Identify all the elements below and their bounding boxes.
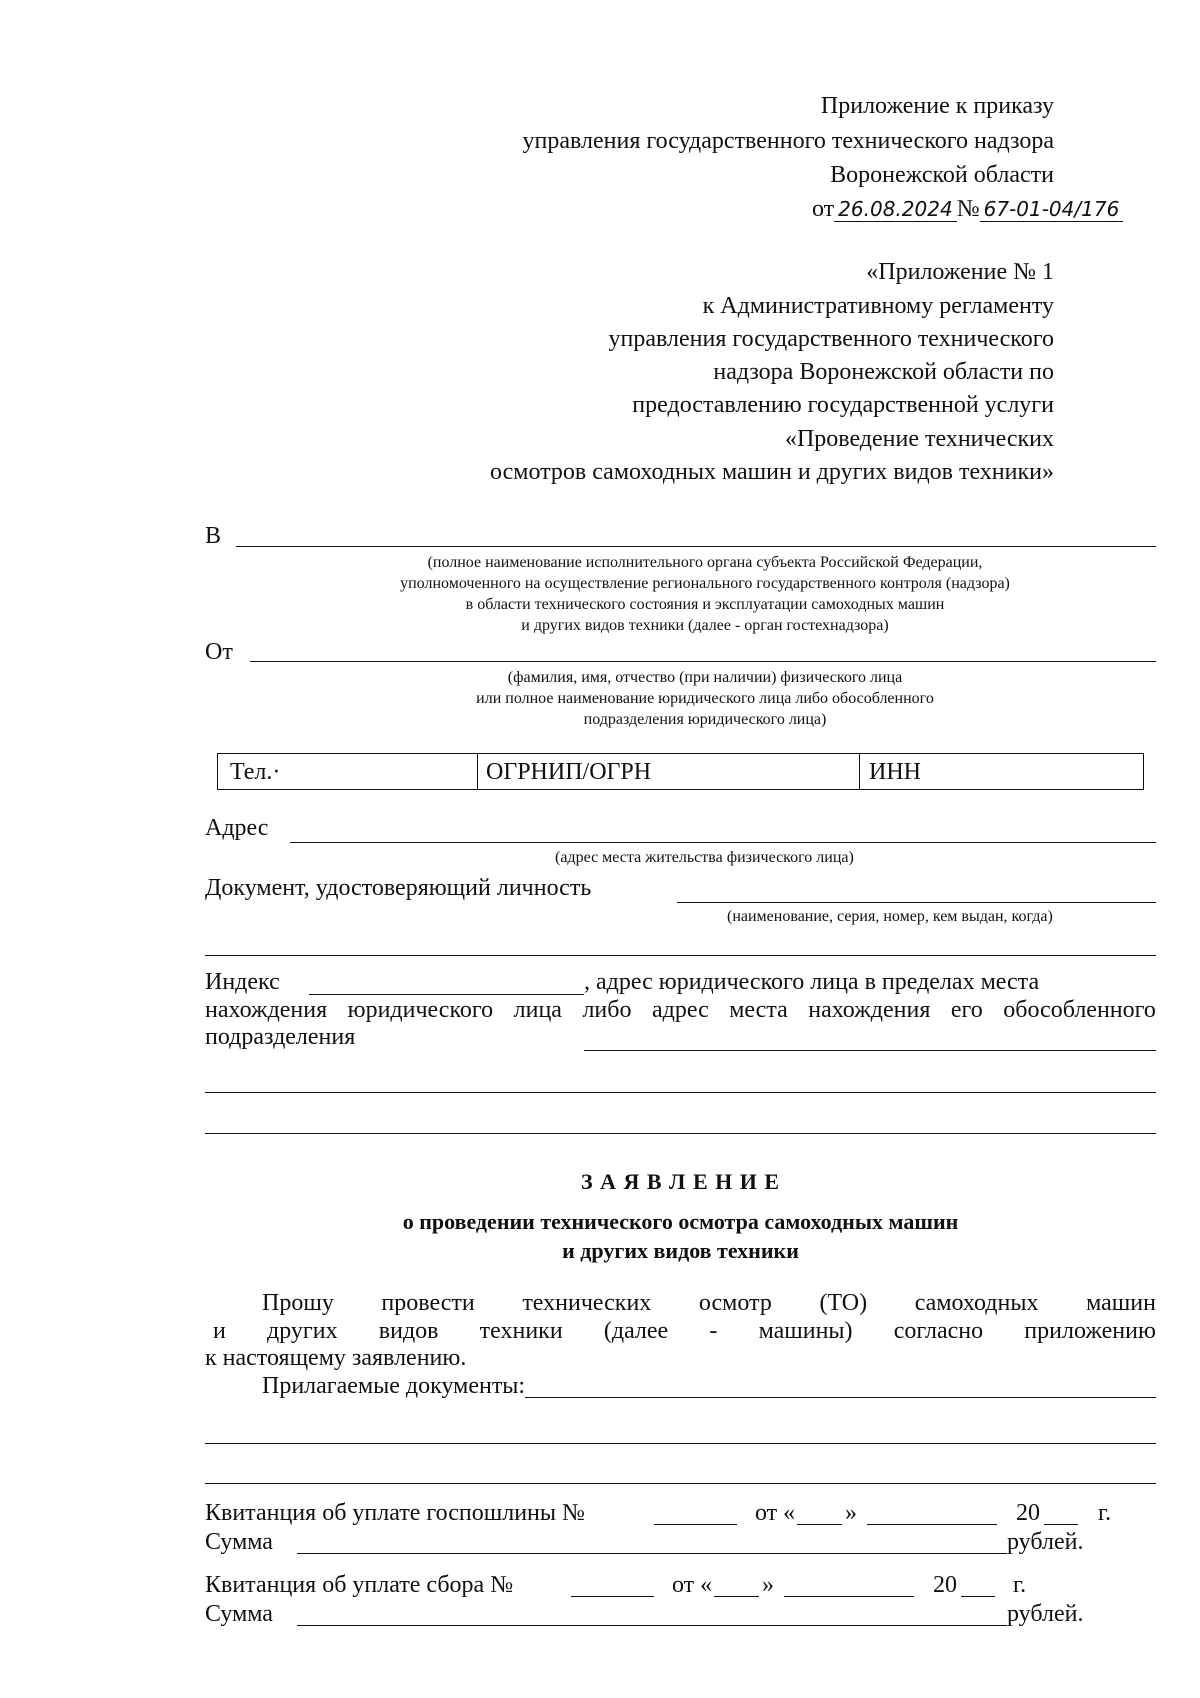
order-attachment-line1: Приложение к приказу — [820, 93, 1054, 119]
legal-word: адрес — [651, 997, 709, 1023]
body-word: Прошу — [262, 1290, 334, 1316]
legal-word: юридического — [347, 997, 494, 1023]
fee-rubles: рублей. — [1007, 1601, 1084, 1627]
statement-subtitle-1: о проведении технического осмотра самоходных машин — [402, 1209, 959, 1234]
regulation-line4: надзора Воронежской области по — [713, 359, 1054, 385]
from-hint-line1: (фамилия, имя, отчество (при наличии) физического лица — [507, 669, 903, 686]
duty-quote-close: » — [845, 1500, 857, 1526]
address-input-line[interactable] — [290, 842, 1156, 843]
body-word: (далее — [603, 1318, 669, 1344]
order-date-line — [812, 193, 1123, 226]
statement-subtitle-2: и других видов техники — [562, 1238, 799, 1263]
index-label: Индекс — [205, 969, 280, 995]
body-word: согласно — [893, 1318, 984, 1344]
fee-month-input[interactable] — [784, 1596, 914, 1597]
legal-address-input-line-3[interactable] — [205, 1133, 1156, 1134]
legal-word: нахождения — [205, 997, 328, 1023]
fee-number-input[interactable] — [571, 1596, 654, 1597]
to-label: В — [205, 523, 222, 549]
fee-year-suffix: г. — [1013, 1572, 1027, 1598]
body-word: (ТО) — [819, 1290, 868, 1316]
attached-docs-input-line-1[interactable] — [525, 1397, 1156, 1398]
statement-title: З А Я В Л Е Н И Е — [580, 1169, 781, 1194]
from-label: От — [205, 639, 233, 665]
duty-year-input[interactable] — [1044, 1524, 1078, 1525]
legal-address-input-line-1[interactable] — [584, 1050, 1156, 1051]
duty-number-input[interactable] — [654, 1524, 737, 1525]
duty-sum-label: Сумма — [205, 1529, 273, 1555]
body-word: техники — [479, 1318, 563, 1344]
box-divider-1 — [477, 754, 478, 789]
contact-ids-box — [217, 753, 1144, 790]
body-word: технических — [522, 1290, 652, 1316]
body-word: других — [267, 1318, 338, 1344]
order-date-handwritten: 26.08.2024 — [834, 197, 957, 222]
fee-sum-label: Сумма — [205, 1601, 273, 1627]
legal-address-input-line-2[interactable] — [205, 1092, 1156, 1093]
duty-year-suffix: г. — [1098, 1500, 1112, 1526]
body-word: и — [213, 1318, 226, 1344]
fee-label: Квитанция об уплате сбора № — [205, 1572, 514, 1598]
regulation-line2: к Административному регламенту — [702, 293, 1054, 319]
duty-year-prefix: 20 — [1016, 1500, 1040, 1526]
fee-sum-input[interactable] — [297, 1625, 1007, 1626]
ogrn-label: ОГРНИП/ОГРН — [486, 759, 652, 785]
address-hint: (адрес места жительства физического лица) — [555, 849, 854, 866]
legal-word: места — [729, 997, 788, 1023]
body-word: осмотр — [698, 1290, 772, 1316]
fee-quote-close: » — [762, 1572, 774, 1598]
duty-sum-input[interactable] — [297, 1553, 1007, 1554]
to-hint-line2: уполномоченного на осуществление регионального государственного контроля (надзора) — [400, 575, 1010, 592]
regulation-line1: «Приложение № 1 — [866, 259, 1054, 285]
regulation-line6: «Проведение технических — [784, 426, 1054, 452]
regulation-line5: предоставлению государственной услуги — [632, 392, 1054, 418]
from-input-line[interactable] — [250, 661, 1156, 662]
fee-year-input[interactable] — [961, 1596, 995, 1597]
order-attachment-line3: Воронежской области — [830, 162, 1054, 188]
to-hint-line4: и других видов техники (далее - орган гостехнадзора) — [521, 617, 889, 634]
order-from-prefix: от — [812, 196, 835, 222]
index-suffix: , адрес юридического лица в пределах места — [584, 969, 1040, 995]
inn-label: ИНН — [869, 759, 921, 785]
id-doc-input-line-2[interactable] — [205, 955, 1156, 956]
body-word: машин — [1086, 1290, 1156, 1316]
legal-word: либо — [582, 997, 632, 1023]
id-doc-input-line[interactable] — [677, 902, 1156, 903]
fee-year-prefix: 20 — [933, 1572, 957, 1598]
to-hint-line1: (полное наименование исполнительного органа субъекта Российской Федерации, — [427, 554, 983, 571]
from-hint-line2: или полное наименование юридического лица либо обособленного — [476, 690, 934, 707]
box-divider-2 — [859, 754, 860, 789]
duty-label: Квитанция об уплате госпошлины № — [205, 1500, 585, 1526]
duty-rubles: рублей. — [1007, 1529, 1084, 1555]
fee-from-open: от « — [672, 1572, 713, 1598]
body-word: - — [709, 1318, 718, 1344]
legal-address-line3: подразделения — [205, 1024, 356, 1050]
body-word: провести — [381, 1290, 475, 1316]
id-doc-hint: (наименование, серия, номер, кем выдан, когда) — [727, 908, 1053, 925]
legal-word: лица — [513, 997, 562, 1023]
order-number-sign: № — [956, 196, 980, 222]
attached-docs-label: Прилагаемые документы: — [262, 1373, 526, 1399]
body-word: самоходных — [914, 1290, 1039, 1316]
legal-word: его — [950, 997, 983, 1023]
attached-docs-input-line-2[interactable] — [205, 1443, 1156, 1444]
duty-month-input[interactable] — [867, 1524, 997, 1525]
regulation-line7: осмотров самоходных машин и других видов техники» — [490, 459, 1054, 485]
order-number-handwritten: 67-01-04/176 — [980, 197, 1124, 222]
duty-day-input[interactable] — [797, 1524, 842, 1525]
legal-word: обособленного — [1003, 997, 1156, 1023]
address-label: Адрес — [205, 815, 269, 841]
statement-body-line3: к настоящему заявлению. — [205, 1345, 467, 1371]
fee-day-input[interactable] — [714, 1596, 759, 1597]
from-hint-line3: подразделения юридического лица) — [583, 711, 827, 728]
phone-label: Тел.· — [230, 759, 281, 785]
id-doc-label: Документ, удостоверяющий личность — [205, 875, 592, 901]
to-hint-line3: в области технического состояния и эксплуатации самоходных машин — [465, 596, 945, 613]
order-attachment-line2: управления государственного технического надзора — [522, 128, 1054, 154]
body-word: видов — [378, 1318, 439, 1344]
regulation-line3: управления государственного технического — [608, 326, 1054, 352]
duty-from-open: от « — [755, 1500, 796, 1526]
body-word: приложению — [1024, 1318, 1156, 1344]
attached-docs-input-line-3[interactable] — [205, 1483, 1156, 1484]
to-input-line[interactable] — [236, 546, 1156, 547]
body-word: машины) — [758, 1318, 853, 1344]
legal-word: нахождения — [808, 997, 931, 1023]
